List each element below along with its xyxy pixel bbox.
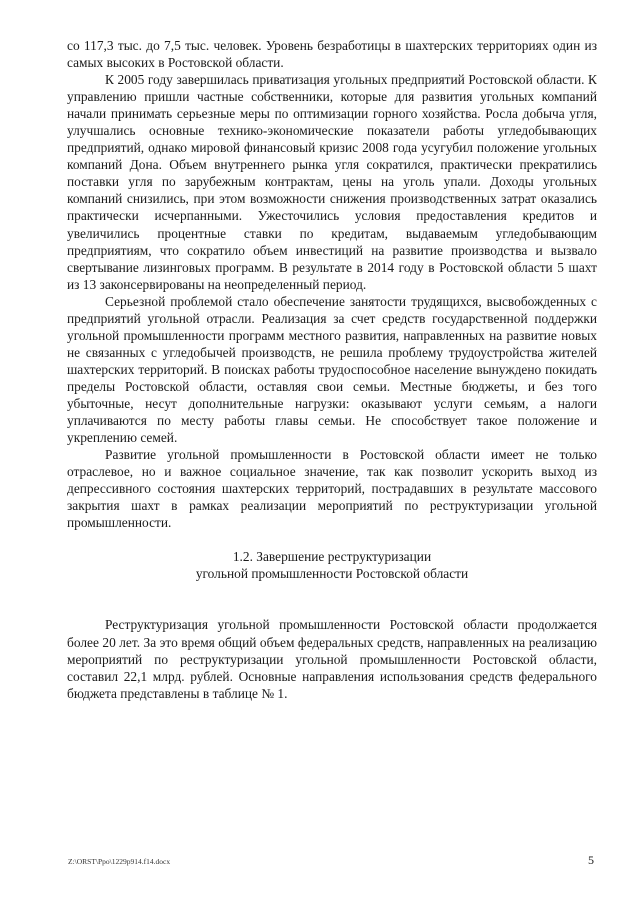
paragraph-development: Развитие угольной промышленности в Ростовской области имеет не только отраслевое, но и важное социальное значение, так как позволит ускорить выход из депрессивного состояния шахтерских территорий, пострадавших в результате массового закрытия шахт в рамках реализации мероприятий по реструктуризации угольной промышленности.: [67, 447, 597, 531]
footer-file-path: Z:\ORST\Ppo\1229p914.f14.docx: [68, 857, 171, 866]
section-heading: [67, 548, 597, 582]
spacer: [67, 599, 597, 616]
paragraph-employment: Серьезной проблемой стало обеспечение занятости трудящихся, высвобожденных с предприятий угольной отрасли. Реализация за счет средств государственной поддержки угольной промышленности программ местного развития, направленных на развитие новых не связанных с угледобычей производств, не решила проблему трудоустройства жителей шахтерских территорий. В поисках работы трудоспособное население вынуждено покидать пределы Ростовской области, оставляя свои семьи. Местные бюджеты, и без того убыточные, несут дополнительные нагрузки: оказывают услуги семьям, а налоги уплачиваются по месту работы главы семьи. Не способствует такое положение и укреплению семей.: [67, 293, 597, 446]
paragraph-privatization: К 2005 году завершилась приватизация угольных предприятий Ростовской области. К управлению пришли частные собственники, которые для развития угольных компаний начали принимать серьезные меры по оптимизации горного хозяйства. Росла добыча угля, улучшались основные технико-экономические показатели работы угледобывающих предприятий, однако мировой финансовый кризис 2008 года усугубил положение угольных компаний Дона. Объем внутреннего рынка угля сократился, практически прекратились поставки угля по зарубежным контрактам, цены на уголь упали. Доходы угольных компаний снизились, при этом возможности снижения производственных затрат оказались практически исчерпанными. Ужесточились условия предоставления кредитов и увеличились процентные ставки по кредитам, выдаваемым угледобывающим предприятиям, что сократило объем инвестиций на развитие производства и вызвало свертывание лизинговых программ. В результате в 2014 году в Ростовской области 5 шахт из 13 законсервированы на неопределенный период.: [67, 72, 597, 292]
paragraph-restructuring: Реструктуризация угольной промышленности Ростовской области продолжается более 20 лет. За это время общий объем федеральных средств, направленных на реализацию мероприятий по реструктуризации угольной промышленности Ростовской области, составил 22,1 млрд. рублей. Основные направления использования средств федерального бюджета представлены в таблице № 1.: [67, 617, 597, 701]
paragraph-unemployment: со 117,3 тыс. до 7,5 тыс. человек. Уровень безработицы в шахтерских территориях один из самых высоких в Ростовской области.: [67, 38, 597, 71]
section-heading-line-1: 1.2. Завершение реструктуризации: [232, 549, 432, 565]
document-body: [67, 37, 597, 702]
page-number: 5: [588, 853, 594, 867]
section-heading-line-2: угольной промышленности Ростовской области: [195, 566, 469, 582]
